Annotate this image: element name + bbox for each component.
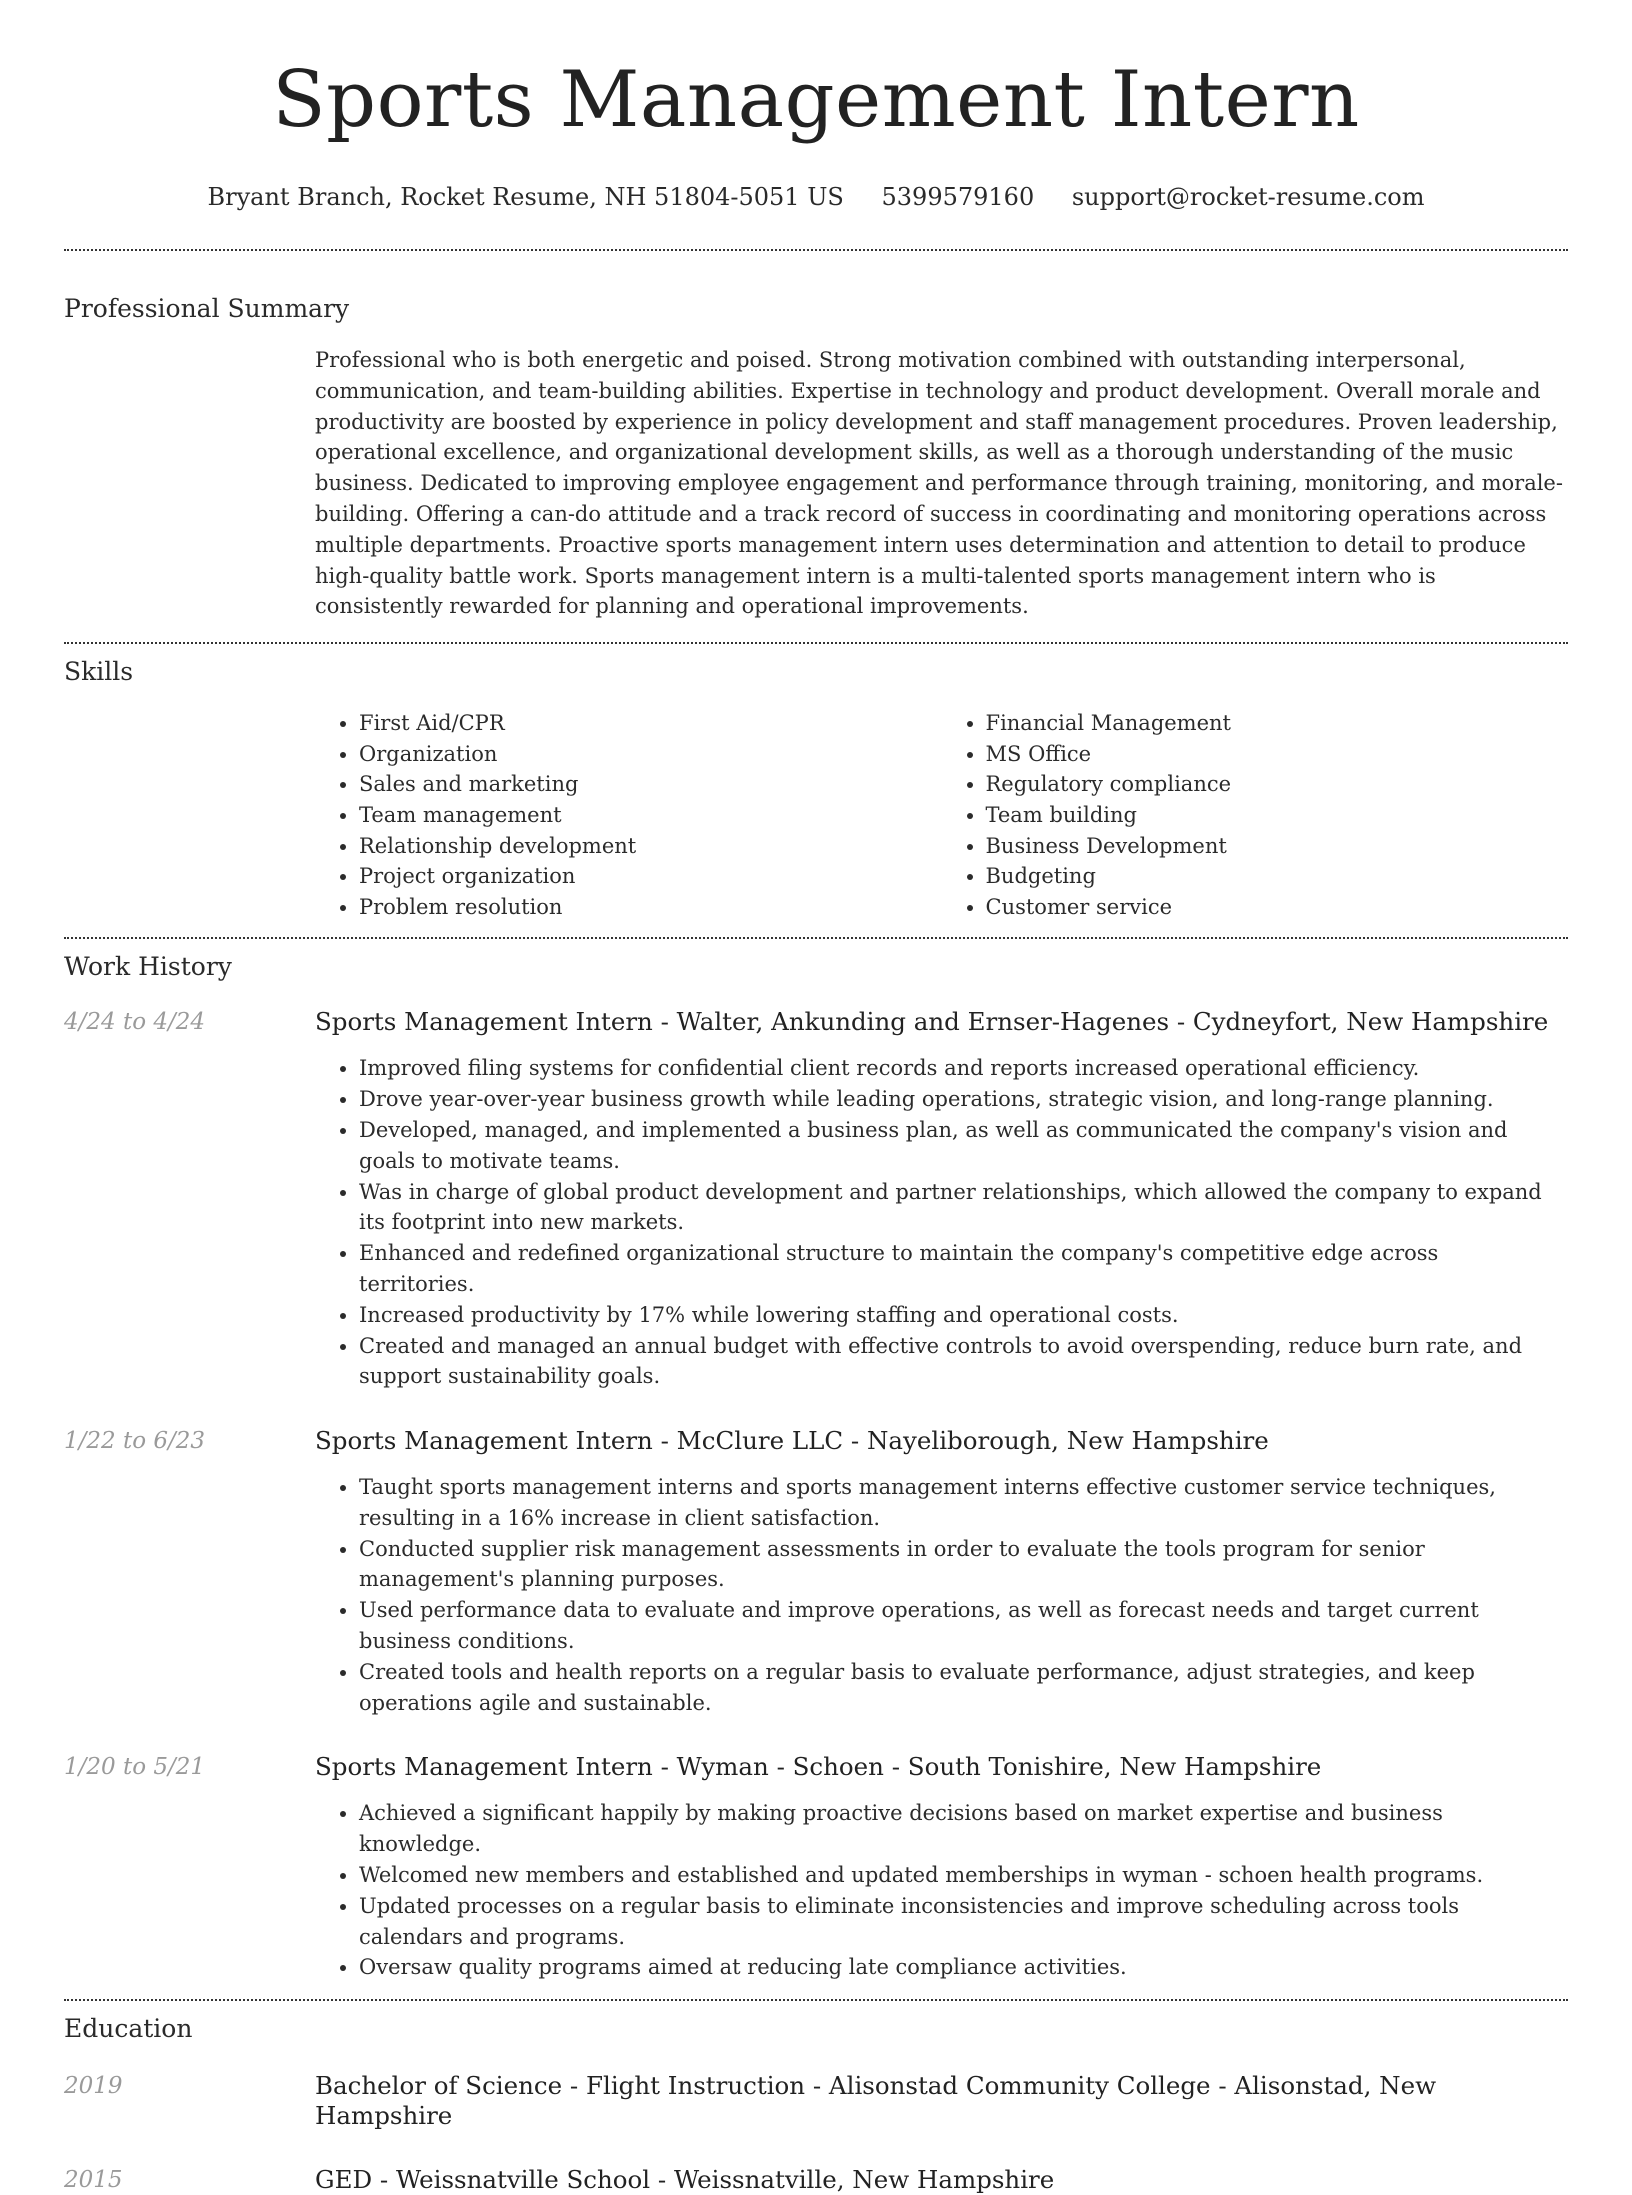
resume-title: Sports Management Intern [272,55,1360,145]
education-year: 2019 [64,2073,123,2100]
skill-item: • Relationship development [359,831,942,862]
skills-heading: Skills [64,657,134,687]
job-title: Sports Management Intern - Walter, Ankunding and Ernser-Hagenes - Cydneyfort, New Hampshire [315,1007,1549,1037]
divider [64,642,1568,644]
skill-item: • Team management [359,800,942,831]
education-entry [64,2165,1568,2195]
summary-heading: Professional Summary [64,294,350,323]
job-bullet: • Conducted supplier risk management assessments in order to evaluate the tools program for senior management's planning purposes. [359,1534,1568,1596]
resume-page [64,0,1568,2195]
skill-item: • Problem resolution [359,892,942,923]
skill-item: • Business Development [986,831,1569,862]
job-bullet: • Created and managed an annual budget with effective controls to avoid overspending, reduce burn rate, and support sustainability goals. [359,1331,1568,1393]
job-bullet: • Welcomed new members and established and updated memberships in wyman - schoen health programs. [359,1860,1568,1891]
education-entry [64,2071,1568,2131]
job-entry [64,1426,1568,1718]
skill-item: • MS Office [986,739,1569,770]
contact-line [64,182,1568,212]
skill-item: • Organization [359,739,942,770]
job-title: Sports Management Intern - Wyman - Schoen - South Tonishire, New Hampshire [315,1752,1322,1782]
summary-text: Professional who is both energetic and poised. Strong motivation combined with outstanding interpersonal, communication, and team-building abilities. Expertise in technology and product development. Overall morale and productivity are boosted by experience in policy development and staff management procedures. Proven leadership, operational excellence, and organizational development skills, as well as a thorough understanding of the music business. Dedicated to improving employee engagement and performance through training, monitoring, and morale-building. Offering a can-do attitude and a track record of success in coordinating and monitoring operations across multiple departments. Proactive sports management intern uses determination and attention to detail to produce high-quality battle work. Sports management intern is a multi-talented sports management intern who is consistently rewarded for planning and operational improvements. [315,348,1563,619]
education-heading: Education [64,2014,193,2044]
job-dates: 4/24 to 4/24 [64,1009,206,1036]
job-bullet: • Updated processes on a regular basis to eliminate inconsistencies and improve scheduling across tools calendars and programs. [359,1891,1568,1953]
skills-column-left [315,708,942,922]
divider [64,937,1568,939]
skills-column-right [942,708,1569,922]
job-bullet: • Created tools and health reports on a regular basis to evaluate performance, adjust strategies, and keep operations agile and sustainable. [359,1657,1568,1719]
skill-item: • Sales and marketing [359,769,942,800]
job-bullet: • Used performance data to evaluate and improve operations, as well as forecast needs and target current business conditions. [359,1595,1568,1657]
job-bullets [315,1053,1568,1392]
job-bullet: • Developed, managed, and implemented a business plan, as well as communicated the company's vision and goals to motivate teams. [359,1115,1568,1177]
skill-item: • Customer service [986,892,1569,923]
divider [64,1999,1568,2001]
job-dates: 1/22 to 6/23 [64,1428,206,1455]
skill-item: • Financial Management [986,708,1569,739]
education-title: Bachelor of Science - Flight Instruction - Alisonstad Community College - Alisonstad, New Hampshire [315,2071,1437,2131]
job-bullet: • Taught sports management interns and sports management interns effective customer service techniques, resulting in a 16% increase in client satisfaction. [359,1472,1568,1534]
job-entry [64,1752,1568,1983]
job-bullet: • Was in charge of global product development and partner relationships, which allowed the company to expand its footprint into new markets. [359,1177,1568,1239]
job-dates: 1/20 to 5/21 [64,1754,206,1781]
contact-email[interactable]: support@rocket-resume.com [1071,183,1425,211]
job-bullet: • Improved filing systems for confidential client records and reports increased operational efficiency. [359,1053,1568,1084]
job-bullet: • Achieved a significant happily by making proactive decisions based on market expertise and business knowledge. [359,1798,1568,1860]
skill-item: • First Aid/CPR [359,708,942,739]
job-title: Sports Management Intern - McClure LLC - Nayeliborough, New Hampshire [315,1426,1269,1456]
skill-item: • Budgeting [986,861,1569,892]
skill-item: • Regulatory compliance [986,769,1569,800]
job-bullet: • Enhanced and redefined organizational structure to maintain the company's competitive edge across territories. [359,1238,1568,1300]
job-bullets [315,1798,1568,1983]
job-entry [64,1007,1568,1392]
job-bullets [315,1472,1568,1718]
skills-list [315,708,1568,922]
job-bullet: • Drove year-over-year business growth while leading operations, strategic vision, and long-range planning. [359,1084,1568,1115]
education-year: 2015 [64,2167,123,2194]
divider [64,249,1568,251]
job-bullet: • Oversaw quality programs aimed at reducing late compliance activities. [359,1952,1568,1983]
job-bullet: • Increased productivity by 17% while lowering staffing and operational costs. [359,1300,1568,1331]
skill-item: • Project organization [359,861,942,892]
contact-address: Bryant Branch, Rocket Resume, NH 51804-5051 US [207,183,844,211]
contact-phone: 5399579160 [881,183,1035,211]
skill-item: • Team building [986,800,1569,831]
work-heading: Work History [64,952,232,982]
education-title: GED - Weissnatville School - Weissnatville, New Hampshire [315,2165,1055,2195]
